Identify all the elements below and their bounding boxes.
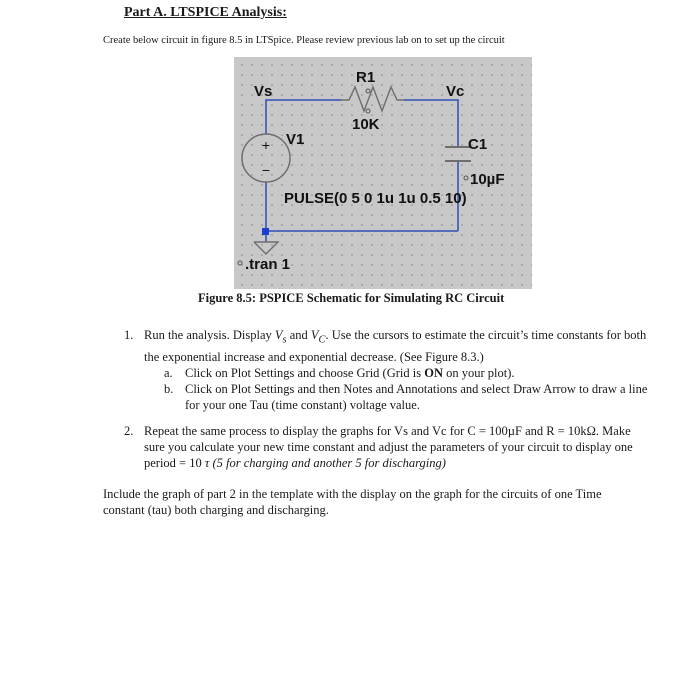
source-minus-sign: − [261,162,271,178]
closing-text: Include the graph of part 2 in the template with the display on the graph for the circuits of one Time constant (tau) both charging and discharging. [103,487,602,517]
vc-subscript: C [318,334,326,346]
label-vc: Vc [446,83,465,100]
figure-caption: Figure 8.5: PSPICE Schematic for Simulating RC Circuit [198,291,505,305]
step-text: Repeat the same process to display the graphs for Vs and Vc for C = 100µF and R = 10kΩ. Make sure you calculate your new time constant and adjust the parameters of your circuit to display one period = 10 [144,423,633,470]
label-c-value: 10µF [470,171,505,188]
vs-symbol: V [274,328,283,342]
rc-circuit-schematic [234,57,532,289]
tran-directive-marker [238,261,242,265]
schematic-drawing [234,57,532,289]
substep-text: on your plot). [442,365,515,380]
step-note: (5 for charging and another 5 for discharging) [209,455,446,470]
tau-symbol: τ [204,455,210,470]
list-item [106,423,651,471]
grid-on-emphasis: ON [424,365,443,380]
section-heading: Part A. LTSPICE Analysis: [124,5,287,20]
label-c1: C1 [468,136,488,153]
sub-list [144,365,651,413]
instruction-list [106,327,651,471]
label-r-value: 10K [352,116,380,133]
step-text: and [286,328,311,342]
intro-text: Create below circuit in figure 8.5 in LTSpice. Please review previous lab on to set up the circuit [103,35,505,46]
ground-icon [254,242,278,254]
label-pulse-spec: PULSE(0 5 0 1u 1u 0.5 10) [284,190,467,207]
junction-node [262,228,269,235]
vc-symbol: V [310,328,319,342]
resistor-pin-marker [366,89,370,93]
resistor-r1 [341,87,404,111]
list-item [144,365,651,381]
resistor-value-marker [366,109,370,113]
list-letter: b. [164,381,174,396]
label-r1: R1 [356,69,376,86]
source-plus-sign: + [261,137,271,153]
vs-subscript: s [282,334,287,346]
substep-text: Click on Plot Settings and choose Grid (Grid is [185,365,425,380]
substep-text: Click on Plot Settings and then Notes and Annotations and select Draw Arrow to draw a line for your one Tau (time constant) voltage value. [185,381,648,412]
list-letter: a. [164,365,173,380]
label-tran-directive: .tran 1 [245,256,291,273]
list-number: 1. [124,328,134,342]
list-number: 2. [124,423,134,438]
label-vs: Vs [254,83,273,100]
list-item [144,381,651,413]
capacitor-value-marker [464,176,468,180]
step-text: Run the analysis. Display [144,328,275,342]
step-text: . Use the cursors to estimate the circuit’s time constants for both the exponential increase and exponential decrease. (See Figure 8.3.) [144,328,647,364]
label-v1: V1 [286,131,305,148]
list-item [106,327,651,413]
